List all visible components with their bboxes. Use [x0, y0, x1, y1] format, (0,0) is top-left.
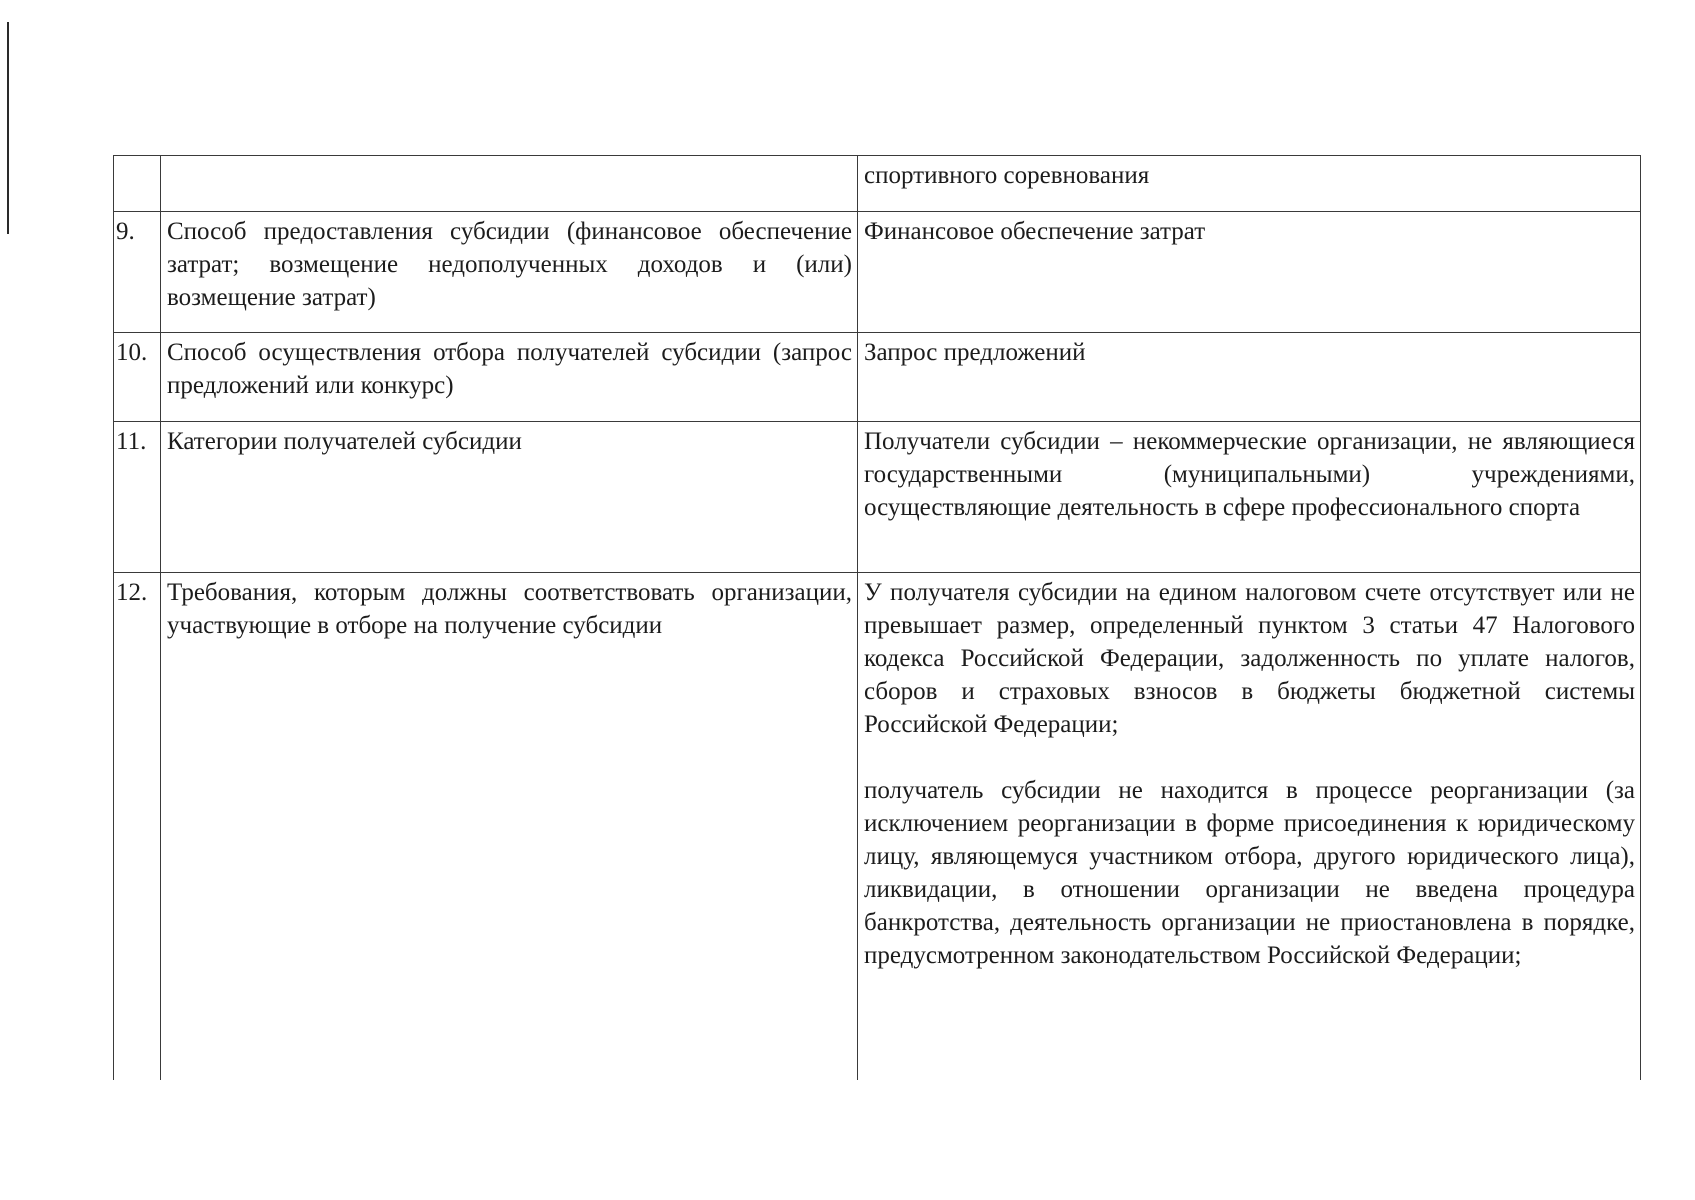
row-label-cell: Способ осуществления отбора получателей субсидии (запрос предложений или конкурс) — [161, 333, 858, 422]
requirement-paragraph: У получателя субсидии на едином налоговом счете отсутствует или не превышает размер, определенный пунктом 3 статьи 47 Налогового кодекса Российской Федерации, задолженность по уплате налогов, сборов и страховых взносов в бюджеты бюджетной системы Российской Федерации; — [864, 579, 1635, 738]
table-row-9 — [114, 212, 1641, 333]
table-row-12 — [114, 573, 1641, 1081]
requirements-table — [113, 155, 1641, 1080]
margin-binding-mark — [7, 22, 9, 234]
row-number-cell — [114, 156, 161, 212]
row-number-cell: 10. — [114, 333, 161, 422]
row-number-cell: 9. — [114, 212, 161, 333]
row-value-cell — [858, 573, 1641, 1081]
row-number-cell: 11. — [114, 422, 161, 573]
table-row-10 — [114, 333, 1641, 422]
row-label-cell: Требования, которым должны соответствовать организации, участвующие в отборе на получение субсидии — [161, 573, 858, 1081]
table-row-continuation — [114, 156, 1641, 212]
requirement-paragraph: получатель субсидии не находится в процессе реорганизации (за исключением реорганизации в форме присоединения к юридическому лицу, являющемуся участником отбора, другого юридического лица), ликвидации, в отношении организации не введена процедура банкротства, деятельность организации не приостановлена в порядке, предусмотренном законодательством Российской Федерации; — [864, 777, 1635, 969]
table-row-11 — [114, 422, 1641, 573]
row-value-cell: спортивного соревнования — [858, 156, 1641, 212]
row-label-cell — [161, 156, 858, 212]
row-number-cell: 12. — [114, 573, 161, 1081]
paragraph-gap — [864, 741, 1635, 774]
row-value-cell: Получатели субсидии – некоммерческие организации, не являющиеся государственными (муниципальными) учреждениями, осуществляющие деятельность в сфере профессионального спорта — [858, 422, 1641, 573]
row-label-cell: Способ предоставления субсидии (финансовое обеспечение затрат; возмещение недополученных доходов и (или) возмещение затрат) — [161, 212, 858, 333]
row-label-cell: Категории получателей субсидии — [161, 422, 858, 573]
row-value-cell: Финансовое обеспечение затрат — [858, 212, 1641, 333]
row-value-cell: Запрос предложений — [858, 333, 1641, 422]
